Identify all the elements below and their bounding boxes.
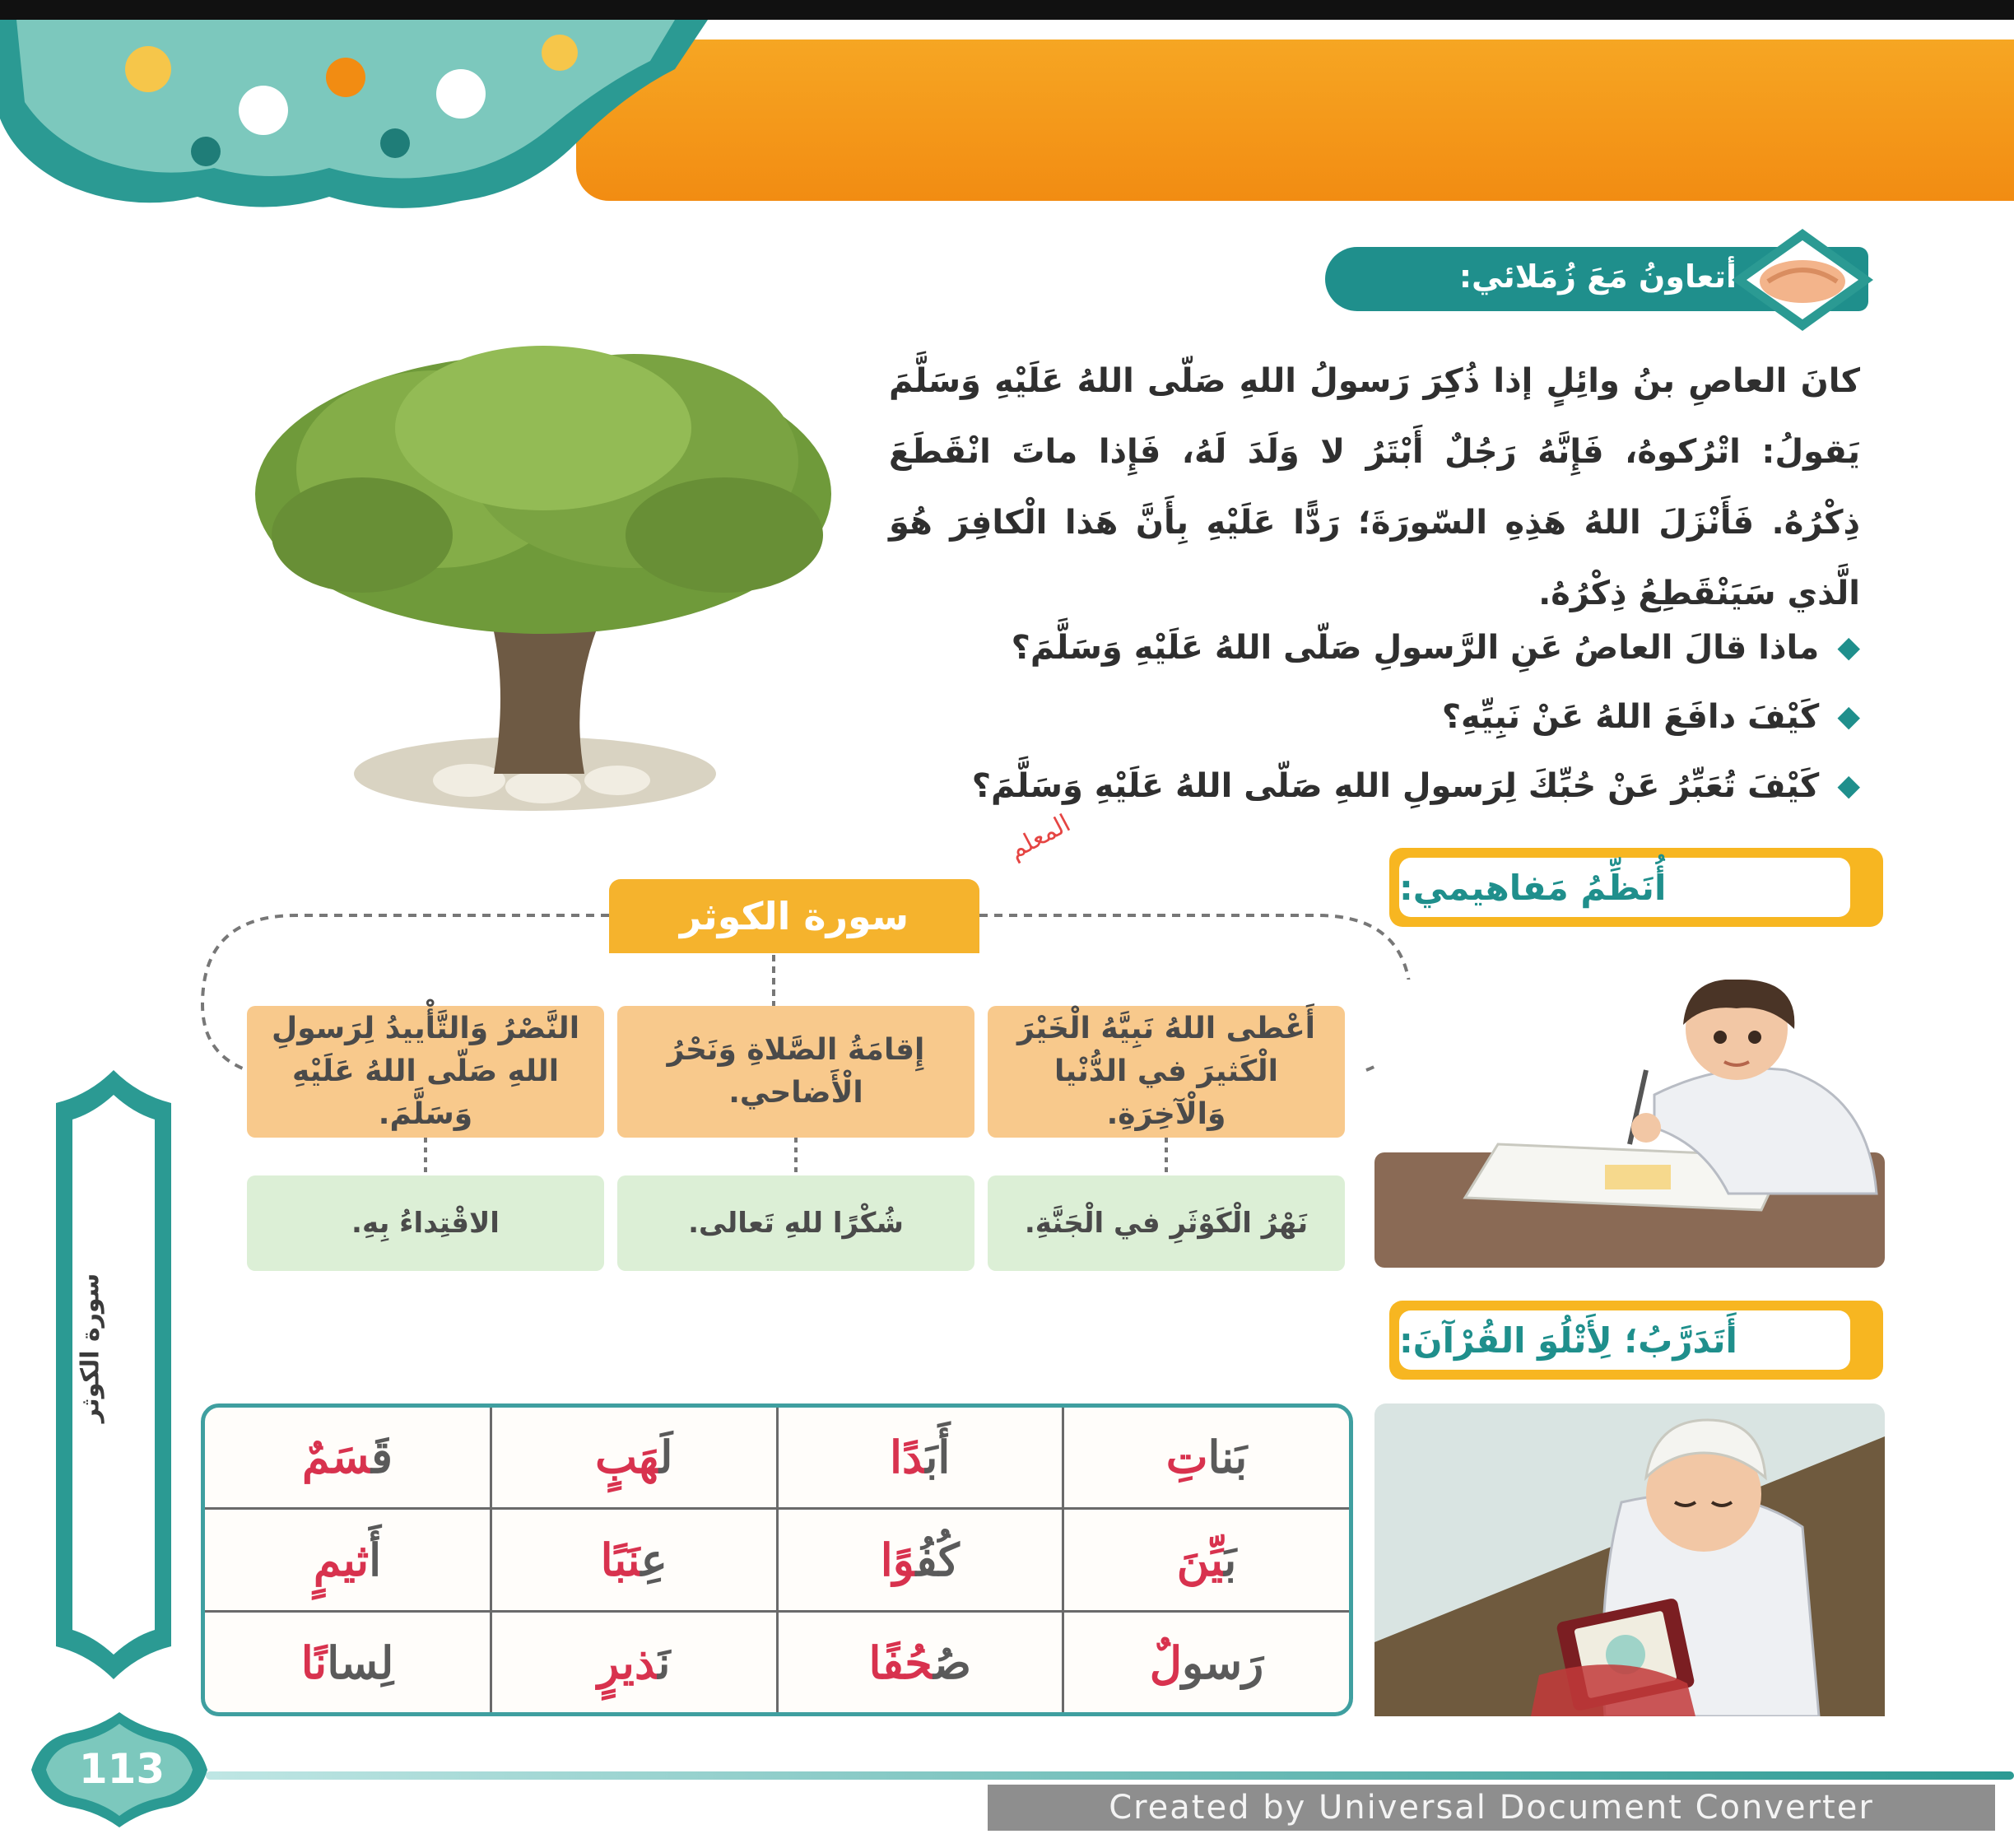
organize-section-title: أُنَظِّمُ مَفاهيمي:	[1399, 858, 1850, 917]
concept-box: أَعْطى اللهُ نَبِيَّهُ الْخَيْرَ الْكَثيرَ في الدُّنْيا وَالْآخِرَةِ.	[988, 1006, 1345, 1138]
concept-map-title: سورة الكوثر	[609, 879, 979, 953]
cooperate-title: أتعاونُ مَعَ زُمَلائي:	[1458, 258, 1737, 295]
side-tab-frame	[40, 1070, 188, 1679]
word-cell: لَهَبٍ	[491, 1408, 778, 1508]
practice-section-tab	[1389, 1301, 1883, 1380]
question-text: ماذا قالَ العاصُ عَنِ الرَّسولِ صَلّى اللهُ عَلَيْهِ وَسَلَّمَ؟	[1011, 629, 1820, 667]
word-cell: أَبَدًا	[777, 1408, 1063, 1508]
handshake-icon	[1720, 222, 1885, 337]
question-text: كَيْفَ دافَعَ اللهُ عَنْ نَبِيِّهِ؟	[1441, 698, 1820, 736]
top-bar	[0, 0, 2014, 20]
table-row	[205, 1612, 1349, 1712]
lesson-box: نَهْرُ الْكَوْثَرِ في الْجَنَّةِ.	[988, 1175, 1345, 1271]
word-cell: بَناتِ	[1063, 1408, 1350, 1508]
question-text: كَيْفَ تُعَبِّرُ عَنْ حُبِّكَ لِرَسولِ اللهِ صَلّى اللهُ عَلَيْهِ وَسَلَّمَ؟	[971, 767, 1820, 805]
bullet-icon: ◆	[1837, 631, 1860, 664]
question-list	[872, 613, 1860, 821]
bullet-icon: ◆	[1837, 769, 1860, 803]
tree-illustration	[222, 329, 897, 840]
organize-section-tab	[1389, 848, 1883, 927]
word-cell: أَثيمٍ	[205, 1508, 491, 1611]
question-item	[872, 682, 1860, 752]
lesson-box: الاقْتِداءُ بِهِ.	[247, 1175, 604, 1271]
concept-box: إِقامَةُ الصَّلاةِ وَنَحْرُ الْأَضاحي.	[617, 1006, 974, 1138]
converter-banner: Created by Universal Document Converter	[988, 1785, 1995, 1831]
boy-writing-illustration	[1374, 980, 1885, 1268]
boy-reading-quran-illustration	[1374, 1403, 1885, 1716]
word-grid	[205, 1408, 1349, 1712]
question-item	[872, 752, 1860, 821]
watermark-text: المعلم	[1004, 808, 1076, 865]
table-row	[205, 1508, 1349, 1611]
tajweed-word-table	[201, 1403, 1353, 1716]
story-paragraph: كانَ العاصِ بنُ وائِلٍ إذا ذُكِرَ رَسولُ اللهِ صَلّى اللهُ عَلَيْهِ وَسَلَّمَ يَقولُ: اتْرُكوهُ، فَإِنَّهُ رَجُلٌ أَبْتَرُ لا وَلَدَ لَهُ، فَإِذا ماتَ انْقَطَعَ ذِكْرُهُ. فَأَنْزَلَ اللهُ هَذِهِ السّورَةَ؛ رَدًّا عَلَيْهِ بِأَنَّ هَذا الْكافِرَ هُوَ الَّذي سَيَنْقَطِعُ ذِكْرُهُ.	[889, 362, 1860, 612]
word-cell: بَيِّنَ	[1063, 1508, 1350, 1611]
word-cell: نَذيرٍ	[491, 1612, 778, 1712]
practice-section-title: أَتَدَرَّبُ؛ لِأَتْلُوَ القُرْآنَ:	[1399, 1310, 1850, 1370]
side-tab-label: سورة الكوثر	[76, 1273, 105, 1423]
question-item	[872, 613, 1860, 682]
word-cell: عِنَبًا	[491, 1508, 778, 1611]
word-cell: صُحُفًا	[777, 1612, 1063, 1712]
page-number: 113	[78, 1745, 165, 1793]
footer-line	[206, 1771, 2014, 1780]
word-cell: رَسولٌ	[1063, 1612, 1350, 1712]
word-cell: كُفُوًا	[777, 1508, 1063, 1611]
word-cell: قَسَمٌ	[205, 1408, 491, 1508]
lesson-box: شُكْرًا للهِ تَعالى.	[617, 1175, 974, 1271]
bullet-icon: ◆	[1837, 700, 1860, 733]
concept-box: النَّصْرُ وَالتَّأْييدُ لِرَسولِ اللهِ صَلّى اللهُ عَلَيْهِ وَسَلَّمَ.	[247, 1006, 604, 1138]
word-cell: لِسانًا	[205, 1612, 491, 1712]
header-band	[576, 40, 2014, 201]
ornament-icon	[0, 20, 708, 217]
table-row	[205, 1408, 1349, 1508]
